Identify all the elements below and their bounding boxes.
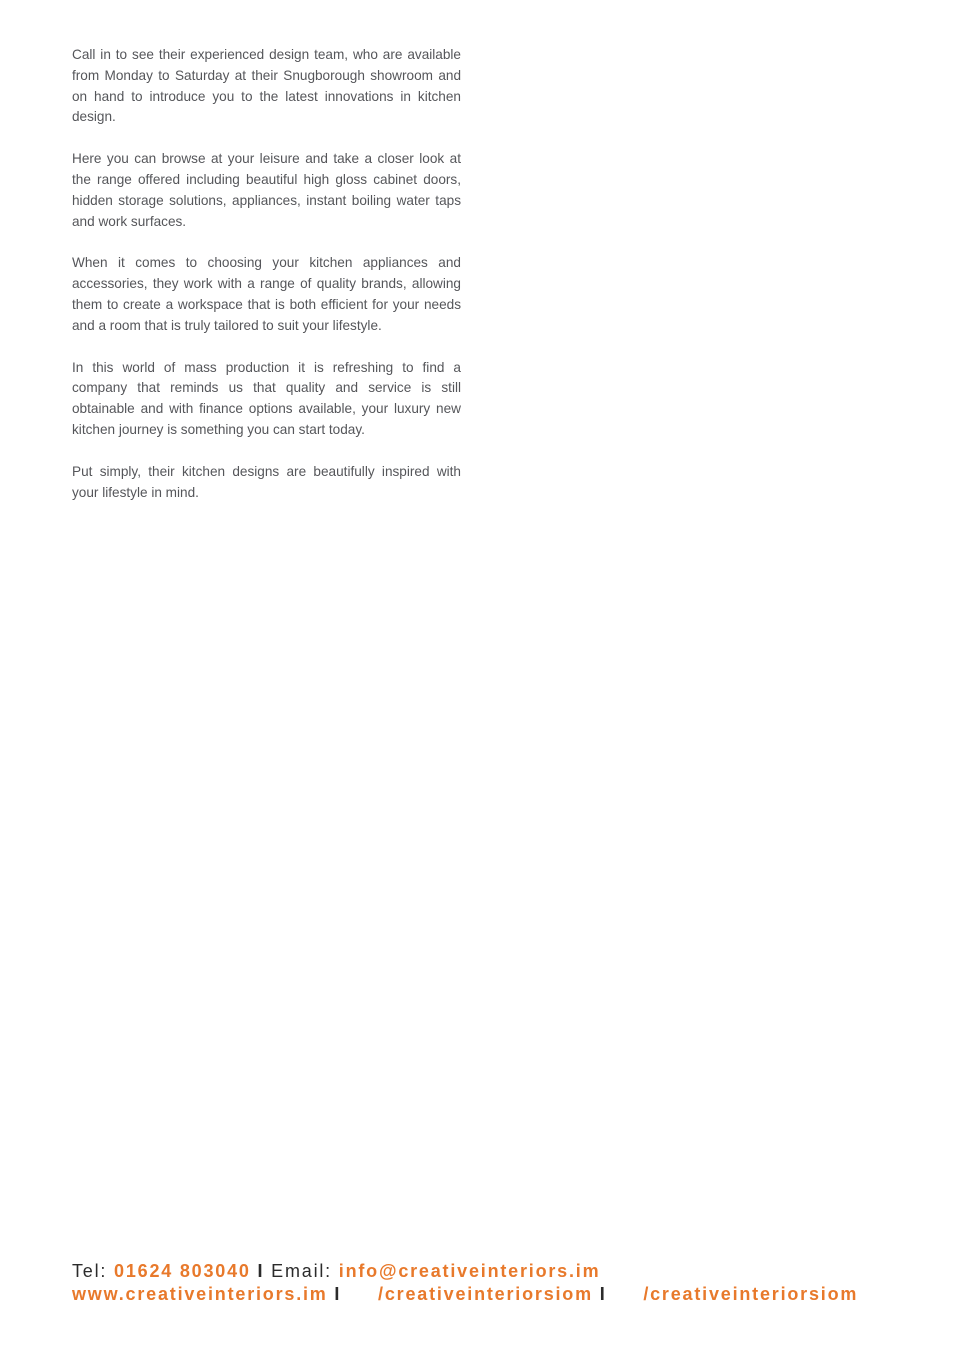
separator: I [327, 1284, 349, 1304]
article-paragraph: Call in to see their experienced design team, who are available from Monday to Saturday at their Snugborough showroom and on hand to introduce you to the latest innovations in kitchen design. [72, 47, 461, 125]
separator: I [592, 1284, 614, 1304]
contact-line [72, 1260, 912, 1283]
social-link-2[interactable]: /creativeinteriorsiom [643, 1284, 859, 1304]
social-link-1[interactable]: /creativeinteriorsiom [378, 1284, 593, 1304]
website-link[interactable]: www.creativeinteriors.im [72, 1284, 328, 1304]
email-label: Email: [271, 1261, 339, 1281]
web-line [72, 1283, 912, 1306]
tel-label: Tel: [72, 1261, 115, 1281]
email-link[interactable]: info@creativeinteriors.im [338, 1261, 601, 1281]
article-paragraph: When it comes to choosing your kitchen appliances and accessories, they work with a range of quality brands, allowing them to create a workspace that is both efficient for your needs and a room that is truly tailored to suit your lifestyle. [72, 255, 461, 333]
article-paragraph: Here you can browse at your leisure and take a closer look at the range offered including beautiful high gloss cabinet doors, hidden storage solutions, appliances, instant boiling water taps and work surfaces. [72, 151, 461, 229]
contact-footer [72, 1260, 912, 1306]
article-paragraph: Put simply, their kitchen designs are beautifully inspired with your lifestyle in mind. [72, 463, 461, 500]
phone-number[interactable]: 01624 803040 [114, 1261, 251, 1281]
article-body [72, 45, 461, 524]
article-paragraph: In this world of mass production it is refreshing to find a company that reminds us that quality and service is still obtainable and with finance options available, your luxury new kitchen journey is something you can start today. [72, 359, 461, 437]
separator: I [250, 1261, 272, 1281]
